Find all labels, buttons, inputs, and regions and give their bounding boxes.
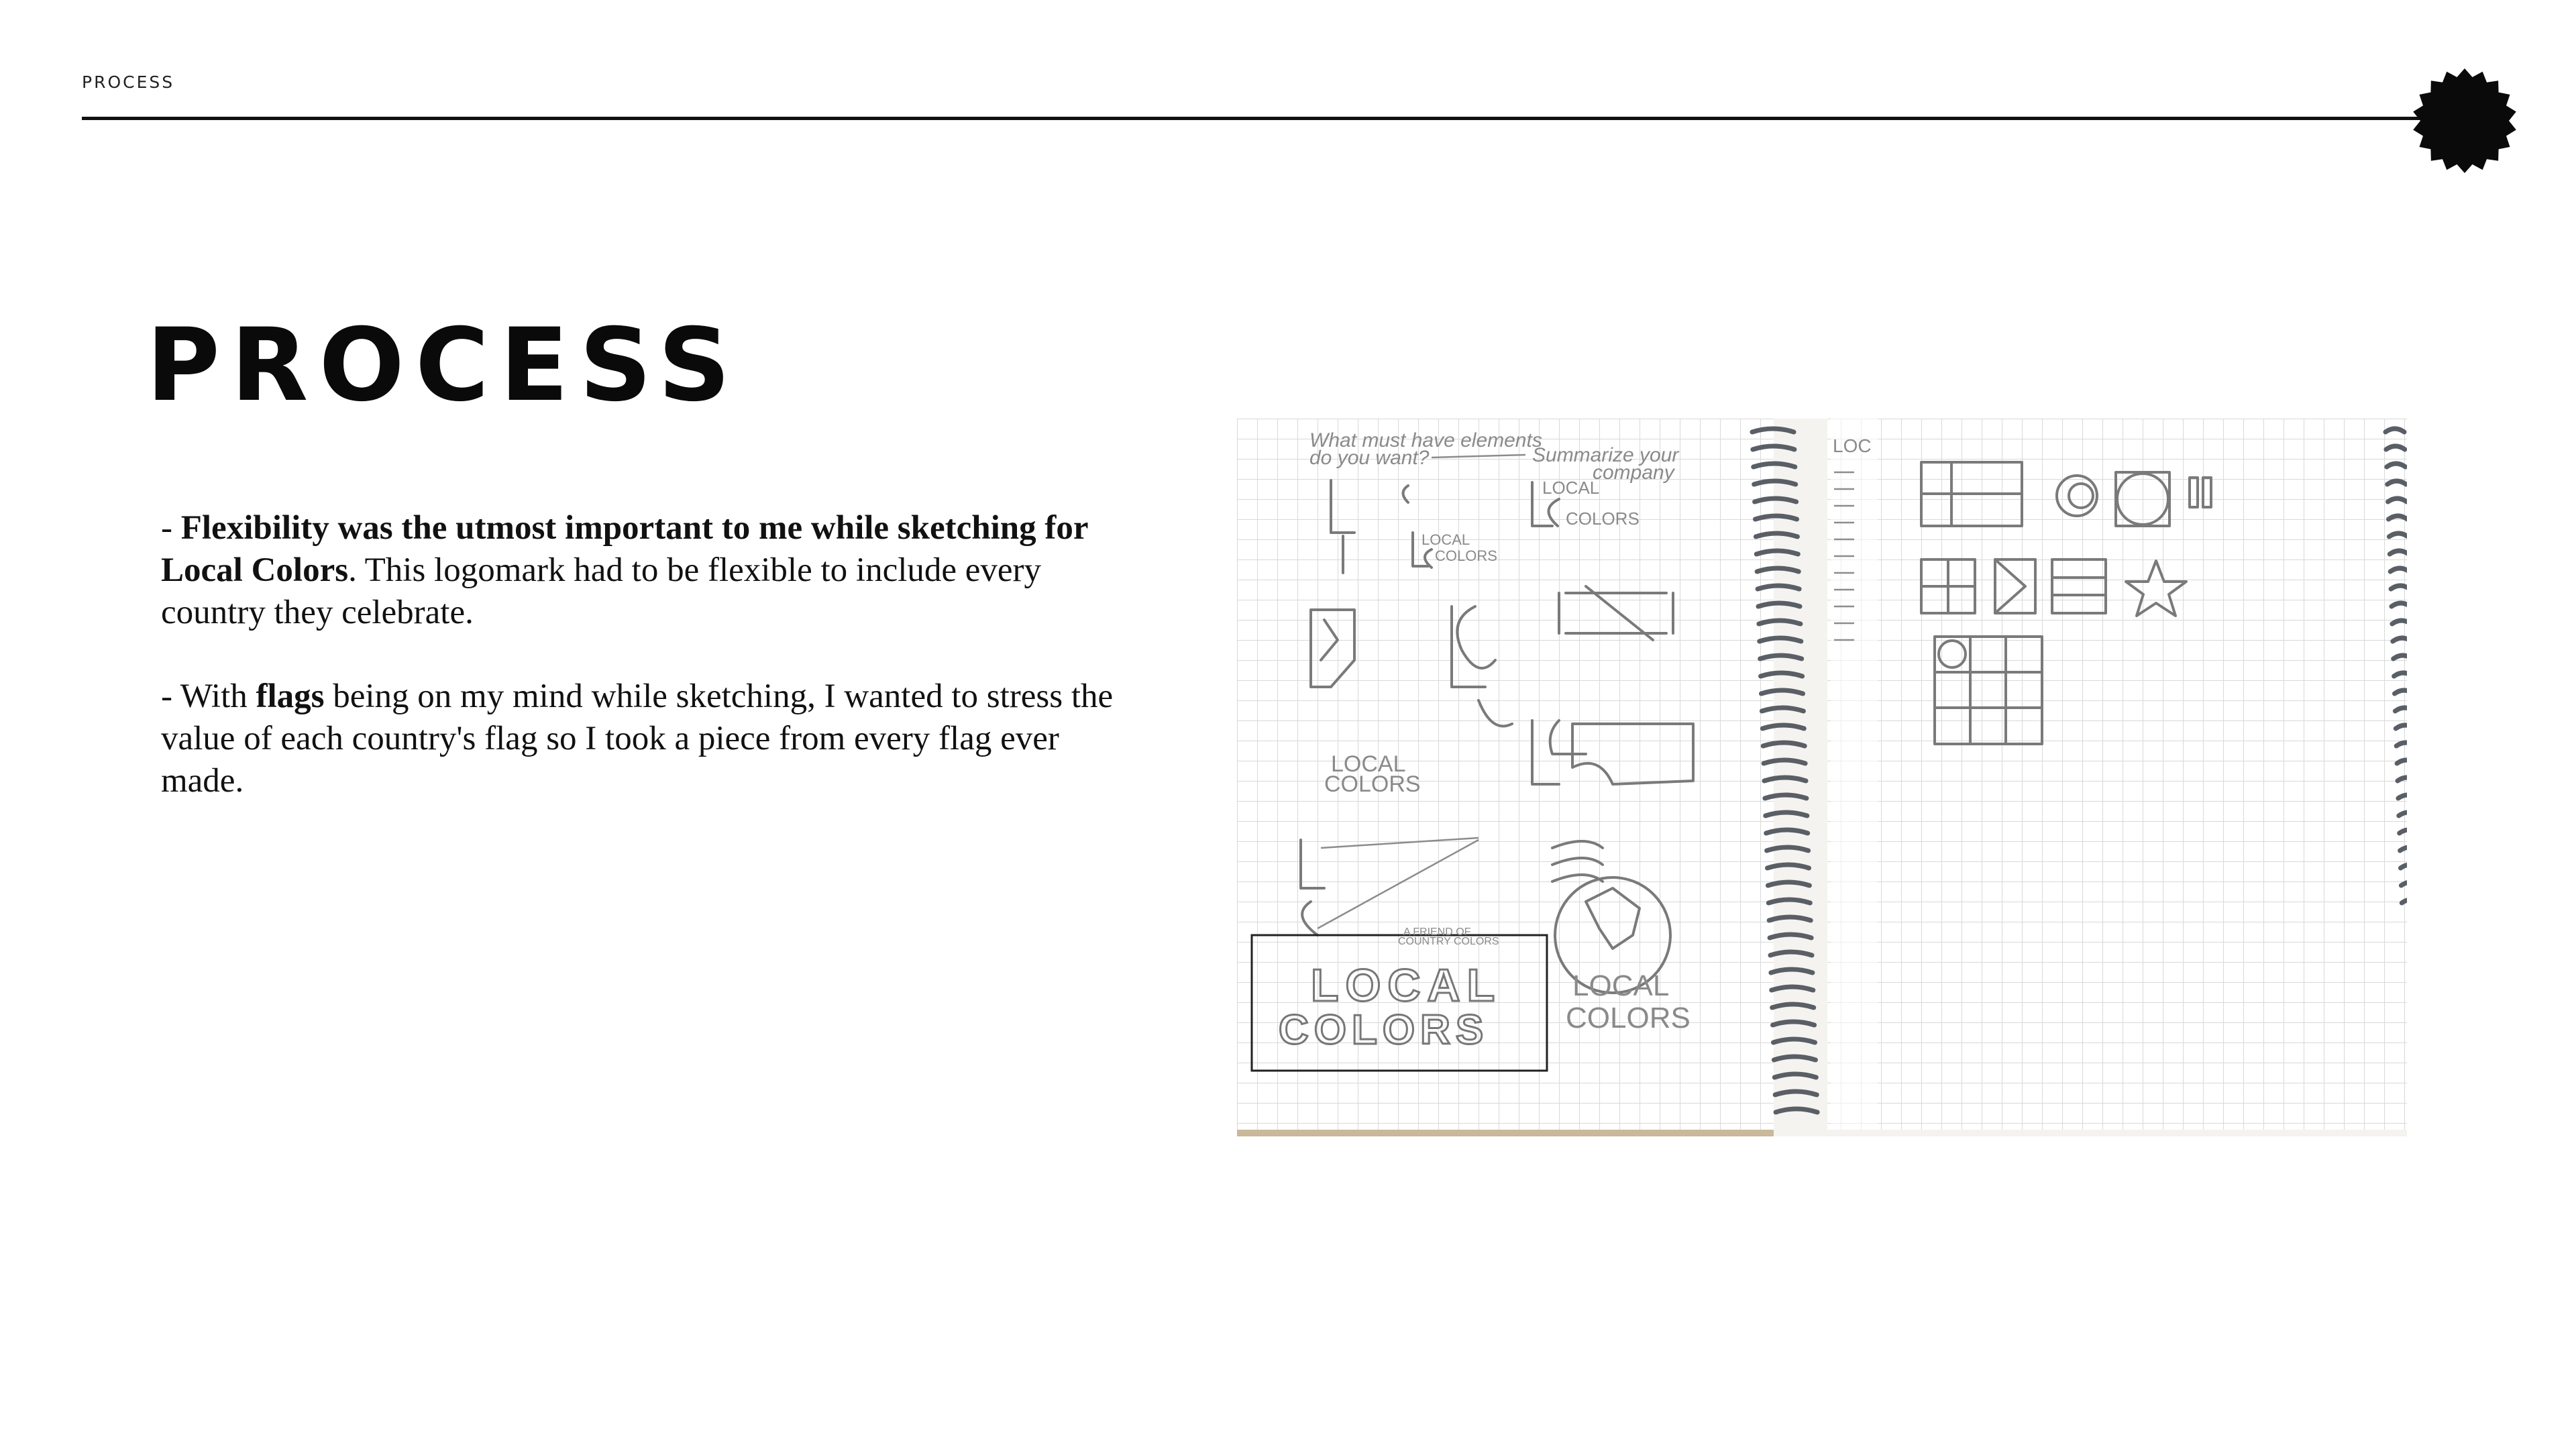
svg-text:LOCAL: LOCAL: [1331, 751, 1406, 777]
svg-text:LOCAL: LOCAL: [1542, 478, 1600, 498]
spiral-coil: [1772, 1004, 1814, 1008]
spiral-coil: [1758, 603, 1800, 606]
spiral-coil: [2400, 847, 2407, 851]
spiral-coil: [2401, 882, 2407, 885]
spiral-coil: [1760, 655, 1802, 659]
spiral-coil: [1770, 934, 1811, 938]
spiral-coil: [2402, 900, 2407, 903]
spiral-coil: [1764, 760, 1805, 763]
sketch-wordmark: LOCAL: [1311, 960, 1502, 1011]
spiral-coil: [1763, 743, 1805, 746]
sketch-wordmark: COLORS: [1279, 1007, 1489, 1053]
starburst-badge-icon: [2411, 67, 2518, 174]
spiral-coil: [1756, 533, 1797, 537]
sketch-note: Summarize your: [1532, 444, 1679, 466]
paragraph-flexibility-emphasis: Flexibility was the utmost important to me while sketching for Local Colors: [161, 509, 1088, 589]
spiral-coil: [1774, 1057, 1815, 1060]
spiral-coil: [1771, 969, 1813, 973]
spiral-coil: [1766, 812, 1807, 816]
spiral-coil: [1768, 865, 1809, 868]
body-text: [161, 507, 1140, 844]
svg-text:COLORS: COLORS: [1435, 547, 1497, 564]
svg-text:A FRIEND OF: A FRIEND OF: [1403, 926, 1471, 938]
spiral-coil: [1758, 586, 1799, 589]
svg-text:LOC: LOC: [1833, 435, 1872, 456]
svg-text:LOCAL: LOCAL: [1572, 969, 1670, 1002]
paragraph-flags-emphasis: flags: [256, 678, 325, 715]
spiral-coil: [1762, 708, 1803, 711]
page-title: PROCESS: [146, 307, 741, 424]
spiral-coil: [1761, 673, 1803, 676]
spiral-coil: [2401, 865, 2408, 868]
spiral-coil: [1767, 847, 1809, 851]
svg-text:COUNTRY COLORS: COUNTRY COLORS: [1398, 936, 1499, 947]
spiral-coil: [1756, 551, 1798, 554]
spiral-coil: [1774, 1039, 1815, 1042]
sketchbook-photo: [1237, 419, 2407, 1136]
spiral-coil: [1759, 621, 1801, 624]
spiral-coil: [1756, 516, 1797, 519]
spiral-coil: [1755, 498, 1796, 502]
spiral-coil: [1760, 638, 1801, 641]
svg-text:COLORS: COLORS: [1324, 771, 1421, 797]
spiral-coil: [1757, 568, 1799, 572]
svg-text:COLORS: COLORS: [1566, 1002, 1690, 1034]
sketch-note: What must have elements: [1309, 429, 1542, 451]
spiral-coil: [1773, 1022, 1815, 1025]
sketch-note: company: [1593, 462, 1674, 484]
spiral-coil: [1775, 1091, 1817, 1095]
paragraph-flags: - With flags being on my mind while sketching, I wanted to stress the value of each country's flag so I took a piece from every flag ever made.: [161, 678, 1114, 800]
spiral-coil: [1766, 830, 1808, 833]
header-divider: [82, 117, 2490, 120]
svg-text:COLORS: COLORS: [1566, 508, 1640, 529]
spiral-coil: [1769, 917, 1811, 920]
spiral-coil: [1774, 1074, 1816, 1077]
spiral-coil: [1765, 795, 1807, 798]
spiral-coil: [1754, 481, 1796, 484]
spiral-coil: [1762, 690, 1803, 694]
spiral-coil: [1764, 777, 1806, 781]
sketch-note: do you want?: [1309, 447, 1430, 469]
spiral-coil: [1770, 952, 1812, 955]
paragraph-flexibility: - Flexibility was the utmost important to me while sketching for Local Colors. This logomark had to be flexible to include every country they celebrate.: [161, 509, 1088, 631]
spiral-coil: [1762, 725, 1804, 729]
spiral-coil: [1768, 882, 1809, 885]
svg-text:LOCAL: LOCAL: [1421, 531, 1470, 548]
header-section-label: PROCESS: [82, 72, 175, 92]
spiral-coil: [1768, 900, 1810, 903]
spiral-coil: [1776, 1109, 1817, 1112]
spiral-coil: [1772, 987, 1813, 990]
spiral-coil: [1754, 464, 1795, 467]
